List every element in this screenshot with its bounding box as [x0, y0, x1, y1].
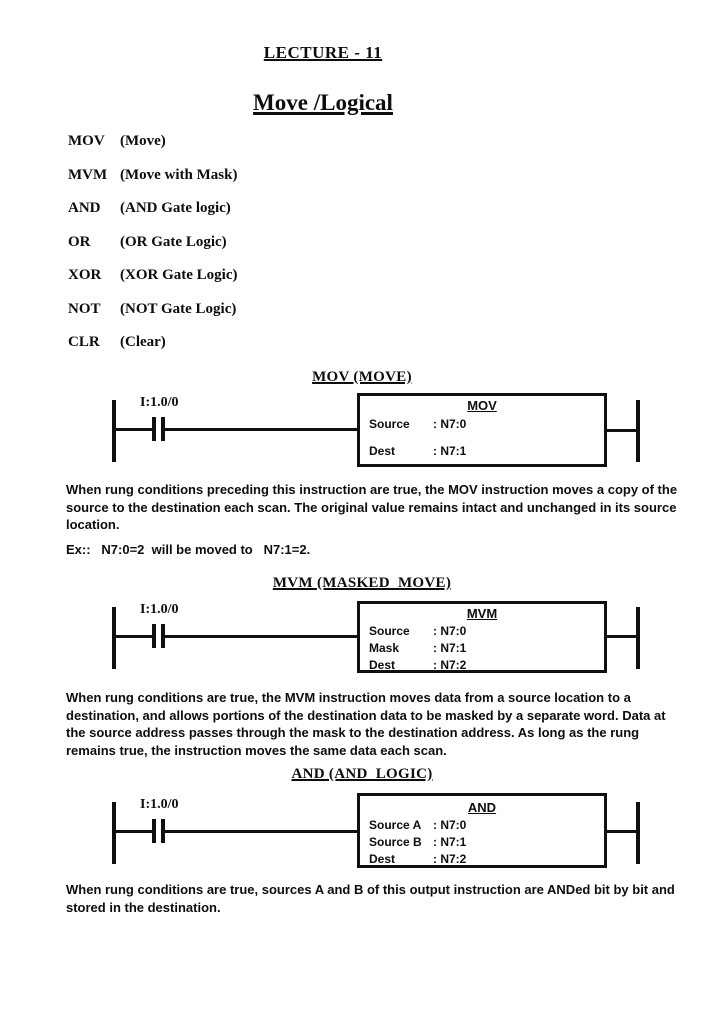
instruction-desc: (OR Gate Logic)	[120, 233, 227, 250]
section-heading-mov: MOV (MOVE)	[312, 369, 412, 385]
ladder-rung-mvm	[0, 601, 724, 687]
param-label: Mask	[369, 641, 400, 655]
param-label: Dest	[369, 852, 396, 866]
instruction-abbr: MVM	[68, 166, 108, 183]
wire-segment	[165, 428, 357, 431]
page-subtitle: Move /Logical	[253, 90, 393, 115]
instruction-desc: (Move)	[120, 133, 166, 149]
instruction-abbr: XOR	[68, 267, 102, 283]
instruction-block-mov	[357, 393, 607, 467]
block-param-row	[360, 658, 604, 672]
param-value: : N7:2	[433, 658, 467, 672]
wire-segment	[607, 429, 638, 432]
param-label: Source	[369, 417, 410, 431]
instruction-desc: (AND Gate logic)	[120, 200, 231, 216]
wire-segment	[607, 830, 638, 833]
block-title: MVM	[466, 606, 498, 621]
mvm-description: When rung conditions are true, the MVM instruction moves data from a source location to a destination, and allows portions of the destination data to be masked by a separate word. Data at the source address passes through the mask to the destination address. As long as the rung remains true, the instruction moves the same data each scan.	[66, 690, 670, 758]
param-label: Source B	[369, 835, 422, 849]
list-item	[68, 267, 237, 301]
block-param-row	[360, 444, 604, 458]
param-value: : N7:1	[433, 835, 467, 849]
block-param-row	[360, 641, 604, 655]
instruction-desc: (XOR Gate Logic)	[120, 267, 238, 283]
left-power-rail	[112, 400, 116, 462]
list-item	[68, 167, 237, 201]
list-item	[68, 334, 237, 368]
wire-segment	[165, 830, 357, 833]
xic-contact-icon	[152, 417, 156, 441]
instruction-list	[68, 133, 237, 368]
list-item	[68, 234, 237, 268]
list-item	[68, 133, 237, 167]
block-title: MOV	[467, 398, 497, 413]
and-description: When rung conditions are true, sources A and B of this output instruction are ANDed bit by bit and stored in the destination.	[66, 882, 679, 915]
param-value: : N7:0	[433, 417, 467, 431]
block-title: AND	[467, 800, 497, 815]
instruction-desc: (Clear)	[120, 334, 166, 350]
param-label: Source A	[369, 818, 422, 832]
instruction-abbr: AND	[68, 200, 101, 216]
instruction-desc: (Move with Mask)	[120, 166, 238, 183]
param-label: Dest	[369, 444, 396, 458]
wire-segment	[114, 635, 152, 638]
contact-address-label: I:1.0/0	[140, 797, 179, 812]
block-param-row	[360, 835, 604, 849]
instruction-abbr: NOT	[68, 300, 101, 317]
right-power-rail	[636, 607, 640, 669]
param-value: : N7:2	[433, 852, 467, 866]
mov-description: When rung conditions preceding this instruction are true, the MOV instruction moves a copy of the source to the destination each scan. The original value remains intact and unchanged in its source location.	[66, 482, 681, 532]
list-item	[68, 200, 237, 234]
ladder-rung-mov	[0, 393, 724, 479]
contact-address-label: I:1.0/0	[140, 395, 179, 410]
block-param-row	[360, 852, 604, 866]
instruction-desc: (NOT Gate Logic)	[120, 300, 237, 317]
left-power-rail	[112, 802, 116, 864]
wire-segment	[165, 635, 357, 638]
instruction-abbr: MOV	[68, 133, 105, 149]
right-power-rail	[636, 802, 640, 864]
contact-address-label: I:1.0/0	[140, 602, 179, 617]
xic-contact-icon	[152, 819, 156, 843]
section-heading-mvm: MVM (MASKED MOVE)	[272, 575, 452, 591]
ladder-rung-and	[0, 793, 724, 881]
instruction-block-mvm	[357, 601, 607, 673]
param-value: : N7:1	[433, 641, 467, 655]
left-power-rail	[112, 607, 116, 669]
instruction-abbr: CLR	[68, 334, 100, 350]
page-title: LECTURE - 11	[263, 43, 383, 62]
param-label: Dest	[369, 658, 396, 672]
list-item	[68, 301, 237, 335]
xic-contact-icon	[152, 624, 156, 648]
param-value: : N7:1	[433, 444, 467, 458]
block-param-row	[360, 624, 604, 638]
section-heading-and: AND (AND LOGIC)	[291, 766, 433, 782]
instruction-block-and	[357, 793, 607, 868]
instruction-abbr: OR	[68, 233, 91, 250]
param-value: : N7:0	[433, 818, 467, 832]
mov-example: Ex:: N7:0=2 will be moved to N7:1=2.	[66, 542, 311, 557]
param-label: Source	[369, 624, 410, 638]
block-param-row	[360, 417, 604, 431]
wire-segment	[114, 830, 152, 833]
wire-segment	[607, 635, 638, 638]
param-value: : N7:0	[433, 624, 467, 638]
wire-segment	[114, 428, 152, 431]
block-param-row	[360, 818, 604, 832]
